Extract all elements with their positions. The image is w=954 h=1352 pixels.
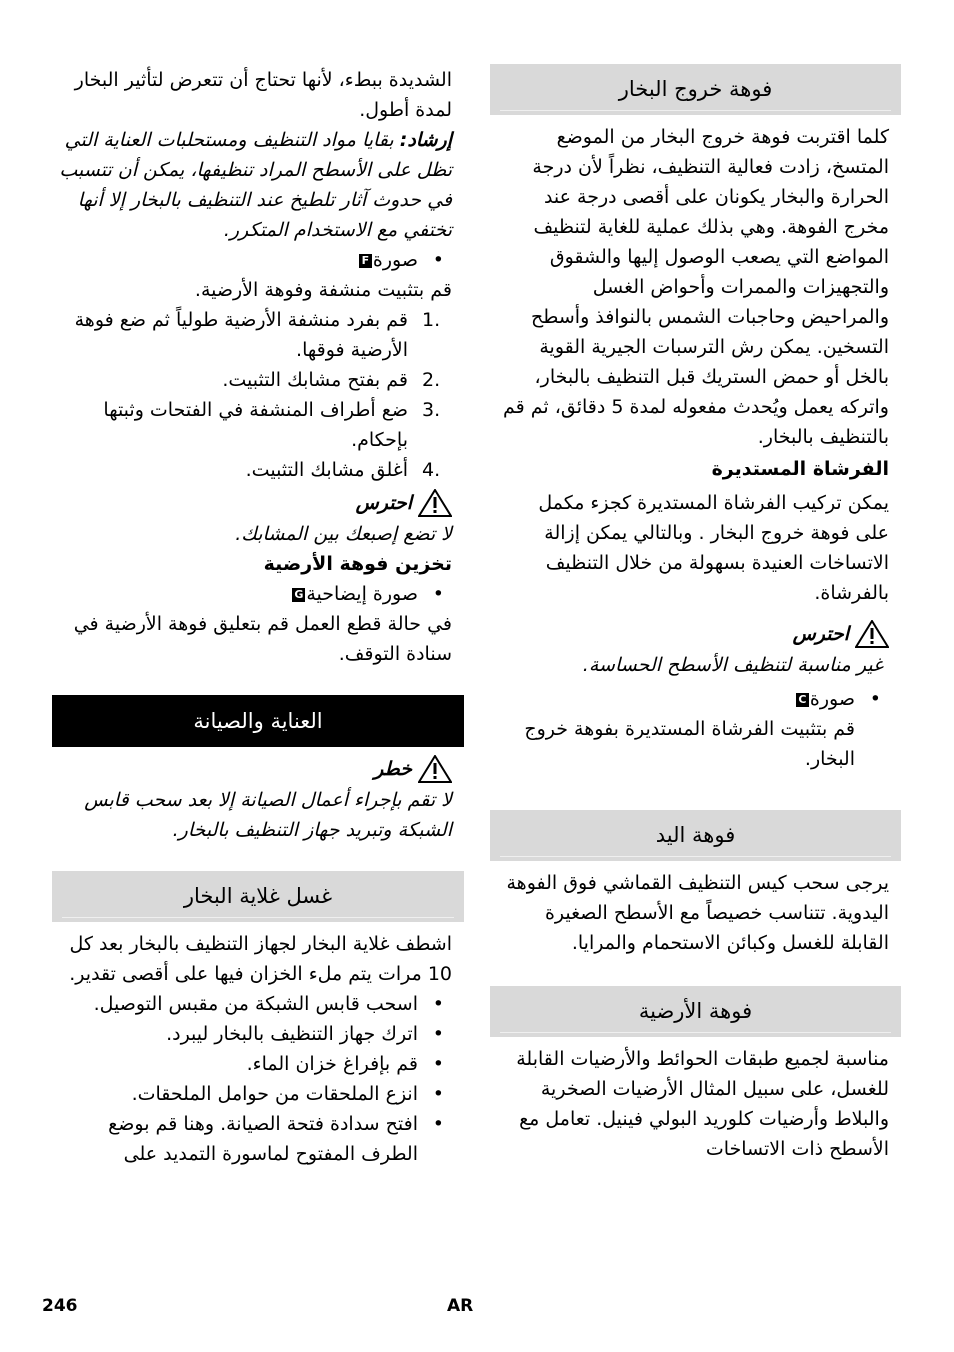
paragraph: يمكن تركيب الفرشاة المستديرة كجزء مكمل على فوهة خروج البخار . وبالتالي يمكن إزالة الاتساخات العنيدة بسهولة من خلال التنظيف بالفرشاة. (538, 492, 889, 604)
step-number: 3. (422, 399, 441, 421)
page-number: 246 (42, 1296, 78, 1316)
step-text: ضع أطراف المنشفة في الفتحات وثبتها بإحكام. (103, 399, 408, 451)
note-label: إرشاد: (399, 129, 452, 151)
warning-icon (418, 755, 452, 783)
section-title: فوهة اليد (655, 823, 736, 847)
language-code: AR (447, 1296, 474, 1316)
steps-list (52, 305, 452, 485)
caution-label: احترس (355, 492, 412, 514)
list-item: • قم بإفراغ خزان الماء. (52, 1049, 452, 1079)
step-item (52, 395, 452, 455)
paragraph: قم بتثبيت منشفة وفوهة الأرضية. (194, 279, 452, 301)
figure-letter-badge: C (796, 693, 809, 707)
section-title: العناية والصيانة (193, 709, 323, 733)
list-item (52, 579, 452, 609)
figure-label: صورة (809, 688, 855, 710)
right-column (490, 64, 901, 1164)
left-column (52, 64, 464, 1169)
list-item: • اسحب قابس الشبكة من مقبس التوصيل. (52, 989, 452, 1019)
danger-label: خطر (374, 758, 412, 780)
paragraph: مناسبة لجميع طبقات الحوائط والأرضيات القابلة للغسل، على سبيل المثال الأرضيات الصخرية والبلاط وأرضيات كلوريد البولي فينيل. تعامل مع الأسطح ذات الاتساخات (516, 1048, 889, 1160)
caution-notice (52, 487, 452, 519)
list-item (52, 245, 452, 275)
subheading-round-brush: الفرشاة المستديرة (711, 458, 889, 480)
paragraph: يرجى سحب كيس التنظيف القماشي فوق الفوهة اليدوية. تتناسب خصيصاً مع الأسطح الصغيرة القابلة للغسل وكبائن الاستحمام والمرايا. (506, 872, 889, 954)
step-item (52, 305, 452, 365)
boiler-steps-list (52, 989, 452, 1169)
section-header-hand-nozzle (490, 810, 901, 862)
paragraph: كلما اقتربت فوهة خروج البخار من الموضع المتسخ، زادت فعالية التنظيف، نظراً لأن درجة الحرارة والبخار يكونان على أقصى درجة عند مخرج الفوهة. وهي بذلك عملية للغاية لتنظيف المواضع التي يصعب الوصول إليها والشقوق والتجهيزات والممرات وأحواض الغسل والمراحيض وحاجبات الشمس بالنوافذ وأسطح التسخين. يمكن رش الترسبات الجيرية القوية بالخل أو حمض الستريك قبل التنظيف بالبخار، واتركه يعمل ويُحدث مفعوله لمدة 5 دقائق، ثم قم بالتنظيف بالبخار. (502, 126, 889, 448)
section-header-steam-nozzle (490, 64, 901, 116)
section-title: غسل غلاية البخار (183, 884, 333, 908)
caution-label: احترس (792, 623, 849, 645)
figure-letter-badge: G (294, 587, 304, 601)
section-header-floor-nozzle (490, 986, 901, 1038)
list-item: • افتح سدادة فتحة الصيانة. وهنا قم بوضع الطرف المفتوح لماسورة التمديد على (52, 1109, 452, 1169)
figure-letter-badge: F (359, 254, 372, 268)
section-header-care (52, 695, 464, 747)
caution-text: لا تضع إصبعك بين المشابك. (235, 523, 452, 545)
paragraph: في حالة قطع العمل قم بتعليق فوهة الأرضية في سنادة التوقف. (73, 613, 452, 665)
section-header-boiler (52, 871, 464, 923)
step-text: قم بفتح مشابك التثبيت. (222, 369, 408, 391)
note-paragraph (52, 125, 452, 245)
step-text: قم بفرد منشفة الأرضية طولياً ثم ضع فوهة الأرضية فوقها. (74, 309, 408, 361)
caution-notice (502, 618, 889, 650)
step-text: أغلق مشابك التثبيت. (245, 459, 408, 481)
section-title: فوهة الأرضية (638, 999, 753, 1023)
step-number: 2. (422, 369, 441, 391)
list-item: • اترك جهاز التنظيف بالبخار ليبرد. (52, 1019, 452, 1049)
caution-text: غير مناسبة لتنظيف الأسطح الحساسة. (582, 654, 883, 676)
list-item: • انزع الملحقات من حوامل الملحقات. (52, 1079, 452, 1109)
step-item (52, 455, 452, 485)
paragraph: الشديدة ببطء، لأنها تحتاج أن تتعرض لتأثير البخار لمدة أطول. (74, 69, 452, 121)
warning-icon (418, 489, 452, 517)
step-number: 4. (422, 459, 441, 481)
subheading-storage: تخزين فوهة الأرضية (263, 553, 452, 575)
section-title: فوهة خروج البخار (618, 77, 773, 101)
paragraph: قم بتثبيت الفرشاة المستديرة بفوهة خروج البخار. (524, 718, 855, 770)
figure-label: صورة (372, 249, 418, 271)
paragraph: اشطف غلاية البخار لجهاز التنظيف بالبخار بعد كل 10 مرات يتم ملء الخزان فيها على أقصى تقدير. (69, 933, 452, 985)
step-number: 1. (422, 309, 441, 331)
danger-text: لا تقم بإجراء أعمال الصيانة إلا بعد سحب قابس الشبكة وتبريد جهاز التنظيف بالبخار. (84, 789, 452, 841)
danger-notice (52, 753, 452, 785)
figure-label: صورة إيضاحية (306, 583, 418, 605)
list-item (502, 684, 889, 714)
warning-icon (855, 620, 889, 648)
note-text: بقايا مواد التنظيف ومستحلبات العناية التي تظل على الأسطح المراد تنظيفها، يمكن أن تتسبب في حدوث آثار تلطيخ عند التنظيف بالبخار إلا أنها تختفي مع الاستخدام المتكرر. (59, 129, 452, 241)
step-item (52, 365, 452, 395)
